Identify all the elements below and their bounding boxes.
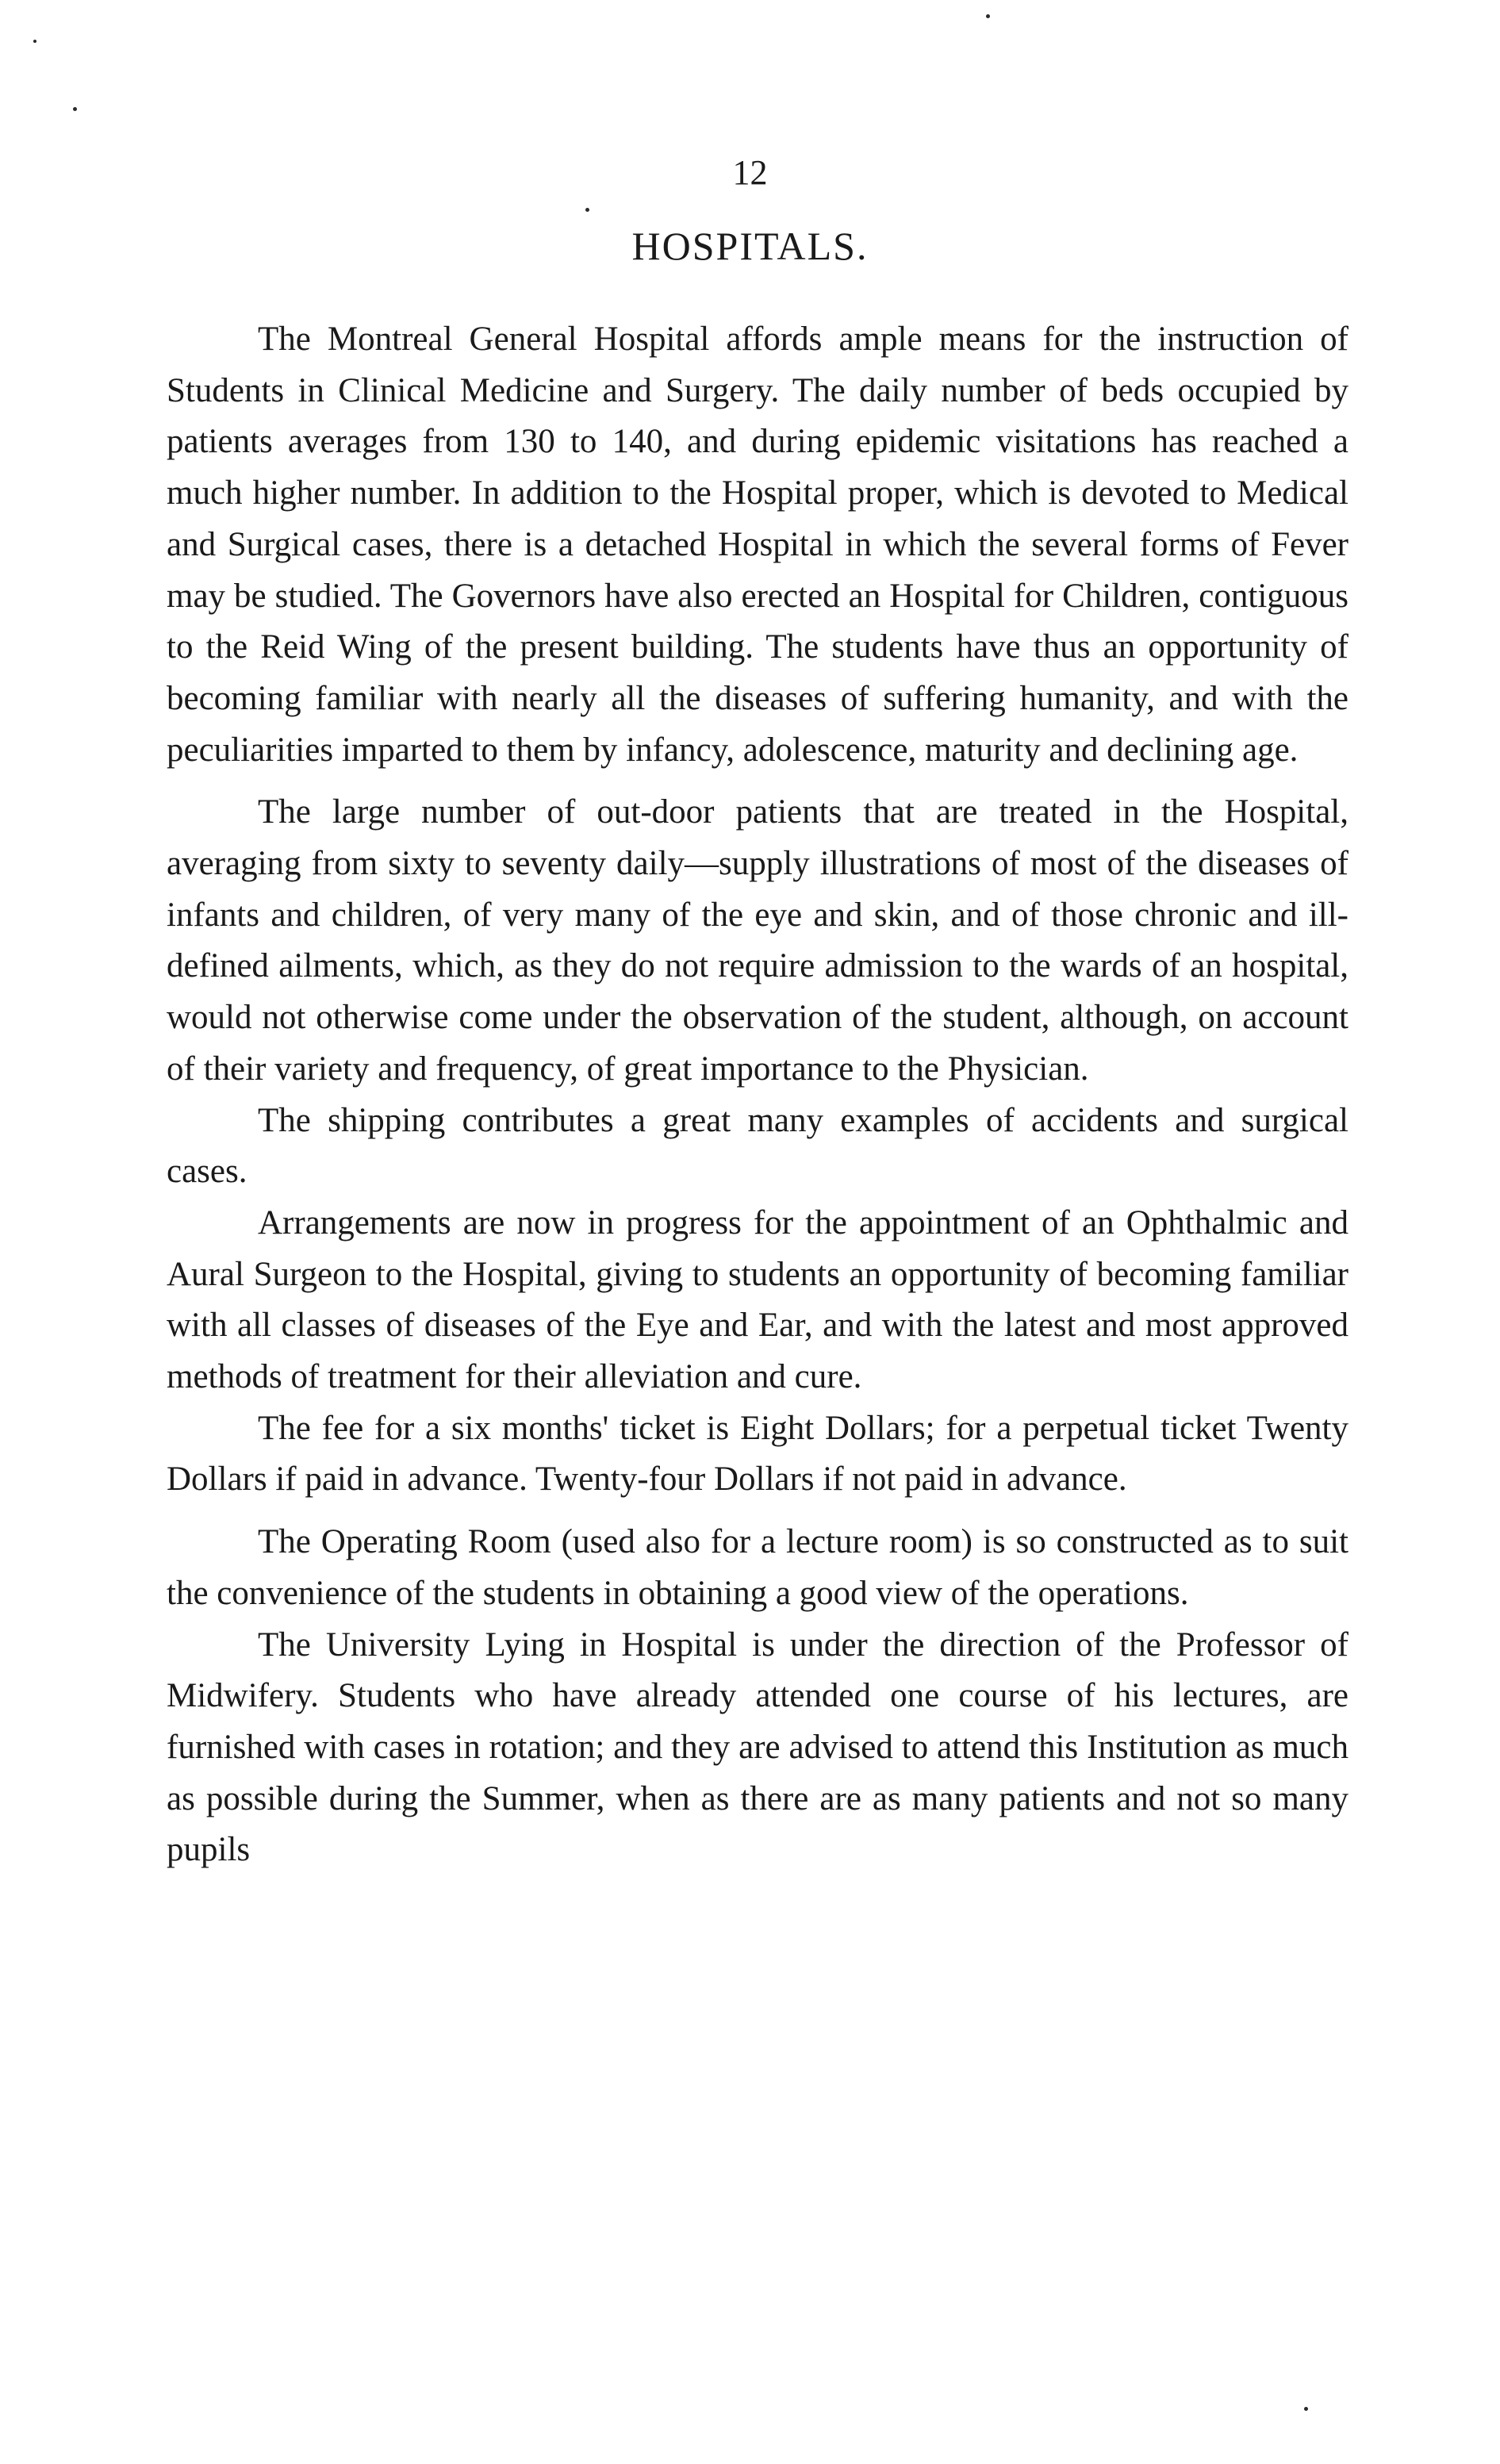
scan-speck <box>585 208 589 212</box>
paragraph-lying-in-hospital: The University Lying in Hospital is under the direction of the Professor of Midwifery. Students who have already attended one course of his lectures, are furnished with cases in rotation; and they are advised to attend this Institution as much as possible during the Summer, when as there are as many patients and not so many pupils <box>167 1625 1348 1869</box>
paragraph-operating-room: The Operating Room (used also for a lecture room) is so constructed as to suit the convenience of the students in obtaining a good view of the operations. <box>167 1523 1348 1612</box>
paragraph-clinical-instruction: The Montreal General Hospital affords ample means for the instruction of Students in Clinical Medicine and Surgery. The daily number of beds occupied by patients averages from 130 to 140, and during epidemic visitations has reached a much higher number. In addition to the Hospital proper, which is devoted to Medical and Surgical cases, there is a detached Hospital in which the several forms of Fever may be studied. The Governors have also erected an Hospital for Children, contiguous to the Reid Wing of the present building. The students have thus an opportunity of becoming familiar with nearly all the diseases of suffering humanity, and with the peculiarities imparted to them by infancy, adolescence, maturity and declining age. <box>167 320 1348 769</box>
body-text <box>167 314 1348 1876</box>
scan-speck <box>1304 2407 1308 2411</box>
scan-speck <box>33 40 36 43</box>
page-title: HOSPITALS. <box>631 224 869 268</box>
paragraph-out-door-patients: The large number of out-door patients that are treated in the Hospital, averaging from sixty to seventy daily—supply illustrations of most of the diseases of infants and children, of very many of the eye and skin, and of those chronic and ill-defined ailments, which, as they do not require admission to the wards of an hospital, would not otherwise come under the observation of the student, although, on account of their variety and frequency, of great importance to the Physician. <box>167 793 1348 1088</box>
scan-speck <box>73 107 77 111</box>
paragraph-shipping: The shipping contributes a great many examples of accidents and surgical cases. <box>167 1101 1348 1191</box>
scan-speck <box>986 14 990 18</box>
paragraph-fees: The fee for a six months' ticket is Eight Dollars; for a perpetual ticket Twenty Dollars if paid in advance. Twenty-four Dollars if not paid in advance. <box>167 1409 1348 1499</box>
page-number: 12 <box>732 153 768 192</box>
paragraph-ophthalmic-surgeon: Arrangements are now in progress for the appointment of an Ophthalmic and Aural Surgeon to the Hospital, giving to students an opportunity of becoming familiar with all classes of diseases of the Eye and Ear, and with the latest and most approved methods of treatment for their alleviation and cure. <box>167 1203 1348 1396</box>
